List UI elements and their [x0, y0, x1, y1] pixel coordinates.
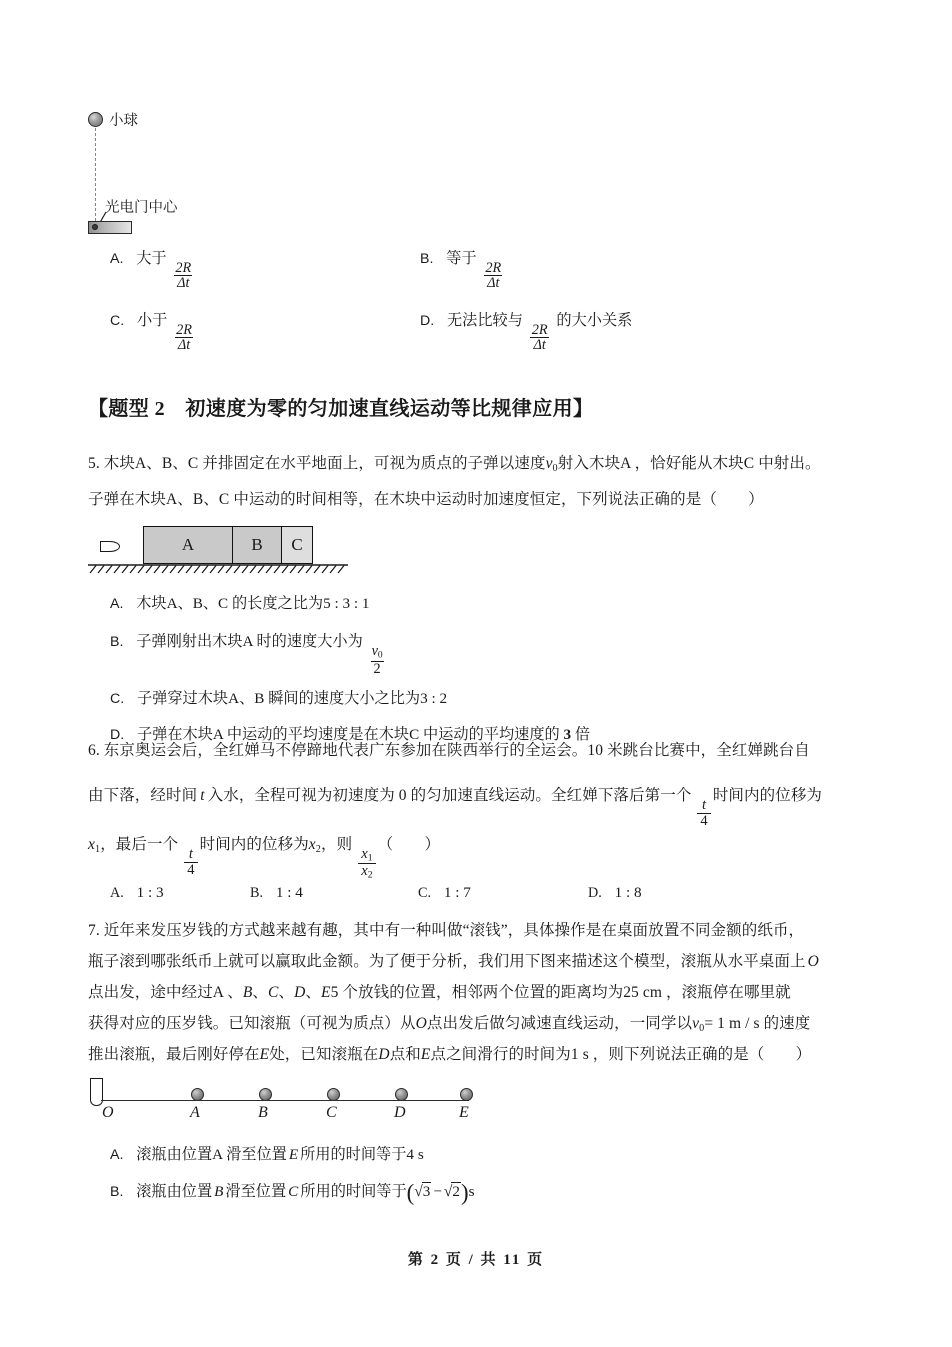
q6-frac1-num: t — [702, 797, 707, 814]
q5-option-d[interactable] — [110, 726, 590, 743]
q6-symbol-x2: x — [308, 836, 316, 853]
block-b: B — [232, 526, 282, 564]
q7-symbol-D-2: D — [378, 1046, 390, 1063]
q6-option-d-text: 1 : 8 — [614, 884, 642, 901]
q4-option-c-label: C. — [110, 313, 125, 329]
q7-stem-line-5b: 处，已知滚瓶在 — [269, 1046, 379, 1063]
q4-option-c[interactable] — [110, 312, 197, 352]
q5-option-a-label: A. — [110, 596, 124, 612]
q7-option-a-label: A. — [110, 1147, 124, 1163]
q6-stem-line-2b: 入水，全程可视为初速度为 0 的匀加速直线运动。全红婵下落后第一个 — [207, 787, 692, 804]
q6-stem-line-2 — [88, 787, 822, 828]
q7-stem-line-3a: 点出发，途中经过A 、 — [88, 984, 243, 1001]
q5-option-c-label: C. — [110, 691, 125, 707]
q6-frac3-den — [358, 863, 375, 880]
q6-option-a-label: A. — [110, 885, 124, 901]
page-footer: 第 2 页 / 共 11 页 — [407, 1252, 545, 1268]
q5-option-d-post: 倍 — [571, 726, 591, 743]
q7-stem-line-4 — [88, 1015, 810, 1035]
q7-symbol-O-1: O — [807, 953, 819, 970]
q6-stem-line-3a: ，最后一个 — [100, 836, 179, 853]
q7-option-b-symbol-C: C — [288, 1183, 299, 1200]
q7-option-b-sqrt2-value: 2 — [452, 1183, 461, 1200]
q5-option-d-number: 3 — [563, 726, 572, 743]
q6-stem-line-2a: 由下落，经时间 — [88, 787, 198, 804]
q7-symbol-E-2: E — [259, 1046, 270, 1063]
q4-option-c-fraction — [173, 323, 195, 353]
q6-symbol-t: t — [200, 787, 205, 804]
q6-option-a[interactable] — [110, 884, 164, 901]
q5-symbol-v0-sub: 0 — [552, 462, 558, 474]
block-a: A — [143, 526, 233, 564]
q7-stem-line-1: 7. 近年来发压岁钱的方式越来越有趣，其中有一种叫做“滚钱”，具体操作是在桌面放置不同金额的纸币， — [88, 922, 805, 939]
point-label-E: E — [459, 1104, 469, 1121]
q7-option-b-pre: 滚瓶由位置 — [136, 1183, 213, 1200]
ball-label: 小球 — [109, 113, 138, 129]
money-marker-d-icon — [395, 1088, 408, 1101]
q6-option-b-label: B. — [250, 885, 264, 901]
money-marker-b-icon — [259, 1088, 272, 1101]
q4-option-a-denominator: Δt — [174, 275, 192, 290]
figure-ball-photogate — [84, 108, 324, 238]
q5-option-b-fraction — [369, 644, 386, 676]
q6-option-c-label: C. — [418, 885, 432, 901]
q6-stem-line-1: 6. 东京奥运会后，全红婵马不停蹄地代表广东参加在陕西举行的全运会。10 米跳台比赛中，全红婵跳台自 — [88, 742, 810, 759]
q5-symbol-v0: v — [545, 455, 553, 472]
q6-option-c-text: 1 : 7 — [443, 884, 471, 901]
q6-stem-line-2c: 时间内的位移为 — [712, 787, 823, 804]
q6-frac3-num — [358, 847, 375, 863]
point-label-O: O — [102, 1104, 114, 1121]
q7-symbol-C-1: C — [268, 984, 279, 1001]
q6-option-c[interactable] — [418, 884, 471, 901]
q4-option-c-numerator: 2R — [176, 321, 193, 338]
q5-option-b-denominator: 2 — [371, 661, 384, 676]
q7-symbol-v0: v — [692, 1015, 700, 1032]
q4-option-c-text: 小于 — [136, 312, 168, 329]
track-line — [101, 1100, 469, 1101]
q4-option-a[interactable] — [110, 250, 196, 290]
q7-stem-line-5c: 点和 — [389, 1046, 421, 1063]
q6-option-b[interactable] — [250, 884, 303, 901]
ball-icon — [88, 112, 103, 127]
q7-stem-line-5d: 点之间滑行的时间为1 s ，则下列说法正确的是（ ） — [430, 1046, 812, 1063]
q6-stem-line-3 — [88, 836, 440, 881]
q6-frac3-den-x: x — [361, 863, 368, 880]
q7-stem-line-3d: 、 — [305, 984, 321, 1001]
q4-option-d-numerator: 2R — [531, 321, 548, 338]
q7-option-b-sqrt-3 — [414, 1183, 431, 1200]
block-c: C — [281, 526, 313, 564]
q7-symbol-E-1: E — [320, 984, 331, 1001]
q7-stem-line-4a: 获得对应的压岁钱。已知滚瓶（可视为质点）从 — [88, 1015, 416, 1032]
q4-option-b[interactable] — [420, 250, 506, 290]
q7-symbol-D-1: D — [294, 984, 306, 1001]
point-label-C: C — [326, 1104, 337, 1121]
q6-option-a-text: 1 : 3 — [136, 884, 164, 901]
q7-symbol-B-1: B — [242, 984, 253, 1001]
q7-option-b-label: B. — [110, 1184, 124, 1200]
q6-option-b-text: 1 : 4 — [275, 884, 303, 901]
photogate-center-dot-icon — [92, 224, 98, 230]
q7-option-b-paren-open: ( — [406, 1180, 415, 1206]
q7-symbol-E-3: E — [420, 1046, 431, 1063]
q7-option-b-paren-close: ) — [461, 1180, 469, 1206]
q7-option-b-mid: 滑至位置 — [225, 1183, 287, 1200]
q7-option-b[interactable] — [110, 1180, 475, 1206]
point-label-D: D — [394, 1104, 406, 1121]
q5-option-d-label: D. — [110, 727, 125, 743]
fall-path-dashed-line — [95, 128, 96, 226]
q4-option-d[interactable] — [420, 312, 632, 352]
bullet-icon — [100, 541, 120, 552]
q4-option-c-denominator: Δt — [175, 337, 193, 352]
q5-option-c-text: 子弹穿过木块A、B 瞬间的速度大小之比为3 : 2 — [136, 690, 448, 707]
q7-option-b-minus: − — [433, 1183, 442, 1200]
q7-stem-line-2a: 瓶子滚到哪张纸币上就可以赢取此金额。为了便于分析，我们用下图来描述这个模型，滚瓶从水平桌面上 — [88, 953, 806, 970]
ground-hatching-icon — [88, 564, 348, 574]
q6-stem-line-3b: 时间内的位移为 — [199, 836, 309, 853]
q6-fraction-t-over-4-second — [184, 847, 197, 877]
q7-stem-line-2 — [88, 953, 819, 971]
q6-frac2-den: 4 — [184, 862, 197, 878]
radical-sign-icon-2: √ — [443, 1183, 453, 1200]
q4-option-a-numerator: 2R — [175, 259, 192, 276]
q4-option-b-text: 等于 — [446, 250, 477, 267]
q5-option-b-numerator — [369, 644, 386, 661]
q7-option-b-symbol-B: B — [214, 1183, 224, 1200]
figure-rolling-bottle-track — [88, 1078, 488, 1134]
q4-option-b-fraction — [482, 261, 504, 291]
q5-option-b-label: B. — [110, 634, 124, 650]
q5-option-d-pre: 子弹在木块A 中运动的平均速度是在木块C 中运动的平均速度的 — [136, 726, 564, 743]
q7-option-b-sqrt-2 — [444, 1183, 461, 1200]
money-marker-c-icon — [327, 1088, 340, 1101]
q7-option-b-sqrt1-value: 3 — [422, 1183, 431, 1200]
q4-option-a-text: 大于 — [136, 250, 167, 267]
q7-stem-line-4c: = 1 m / s 的速度 — [704, 1015, 811, 1032]
q7-option-b-post: 所用的时间等于 — [300, 1183, 407, 1200]
q4-option-b-label: B. — [420, 251, 434, 267]
q6-stem-line-3c: ，则 — [321, 836, 353, 853]
point-label-B: B — [258, 1104, 268, 1121]
q7-option-a-pre: 滚瓶由位置A 滑至位置 — [136, 1146, 287, 1163]
q7-stem-line-3b: 、 — [252, 984, 269, 1001]
q4-option-b-numerator: 2R — [485, 259, 502, 276]
q6-symbol-x2-sub: 2 — [315, 843, 321, 855]
point-label-A: A — [190, 1104, 200, 1121]
q5-stem-line-2: 子弹在木块A、B、C 中运动的时间相等，在木块中运动时加速度恒定，下列说法正确的是（ ） — [88, 491, 764, 508]
q7-stem-line-3e: 5 个放钱的位置，相邻两个位置的距离均为25 cm ，滚瓶停在哪里就 — [330, 984, 791, 1001]
q6-option-d[interactable] — [588, 884, 642, 901]
q7-symbol-O-2: O — [415, 1015, 427, 1032]
q7-stem-line-3c: 、 — [278, 984, 295, 1001]
q7-option-b-unit: s — [468, 1183, 475, 1200]
q7-stem-line-5a: 推出滚瓶，最后刚好停在 — [88, 1046, 260, 1063]
q7-stem-line-3 — [88, 984, 791, 1002]
money-marker-e-icon — [460, 1088, 473, 1101]
q6-symbol-x1-sub: 1 — [94, 843, 101, 855]
figure-blocks-abc — [88, 526, 388, 574]
q4-option-a-fraction — [172, 261, 194, 291]
q4-option-d-denominator: Δt — [530, 337, 548, 352]
q5-stem-line-1b: 射入木块A ，恰好能从木块C 中射出。 — [557, 455, 821, 472]
q4-option-d-tail: 的大小关系 — [556, 312, 633, 329]
q5-option-b-num-v: v — [371, 642, 378, 659]
q5-option-b-num-sub: 0 — [377, 650, 383, 661]
start-wall-icon — [90, 1078, 103, 1106]
q4-option-d-text: 无法比较与 — [446, 312, 523, 329]
q5-option-c[interactable] — [110, 690, 447, 707]
q6-frac3-num-x: x — [361, 846, 368, 863]
photogate-label: 光电门中心 — [105, 200, 178, 216]
q5-stem-line-1 — [88, 455, 821, 475]
q4-option-d-label: D. — [420, 313, 435, 329]
q4-option-d-fraction — [529, 323, 551, 353]
q6-frac2-num: t — [188, 846, 193, 863]
q7-option-a-post: 所用的时间等于4 s — [300, 1146, 424, 1163]
q6-frac3-den-sub: 2 — [367, 870, 373, 882]
radical-sign-icon-1: √ — [414, 1183, 423, 1200]
q6-fraction-x1-over-x2 — [358, 847, 375, 881]
q6-symbol-x1: x — [88, 836, 95, 853]
q5-stem-line-1a: 5. 木块A、B、C 并排固定在水平地面上，可视为质点的子弹以速度 — [88, 455, 546, 472]
q6-option-d-label: D. — [588, 885, 602, 901]
q6-frac3-num-sub: 1 — [367, 852, 373, 864]
q5-option-b[interactable] — [110, 633, 388, 676]
q6-fraction-t-over-4-inline — [697, 798, 710, 828]
q7-stem-line-5 — [88, 1046, 811, 1064]
q7-option-a[interactable] — [110, 1146, 424, 1163]
money-marker-a-icon — [191, 1088, 204, 1101]
q7-stem-line-4b: 点出发后做匀减速直线运动，一同学以 — [426, 1015, 693, 1032]
q5-option-a[interactable] — [110, 595, 370, 612]
q7-symbol-v0-sub: 0 — [699, 1022, 705, 1034]
q5-option-a-text: 木块A、B、C 的长度之比为5 : 3 : 1 — [136, 595, 370, 612]
q4-option-b-denominator: Δt — [484, 275, 502, 290]
q6-stem-line-3d: （ ） — [377, 836, 441, 853]
section-heading: 【题型 2 初速度为零的匀加速直线运动等比规律应用】 — [88, 398, 594, 420]
q5-option-b-text: 子弹刚射出木块A 时的速度大小为 — [136, 633, 363, 650]
q4-option-a-label: A. — [110, 251, 124, 267]
q6-frac1-den: 4 — [697, 813, 710, 829]
q7-option-a-symbol-E: E — [288, 1146, 299, 1163]
